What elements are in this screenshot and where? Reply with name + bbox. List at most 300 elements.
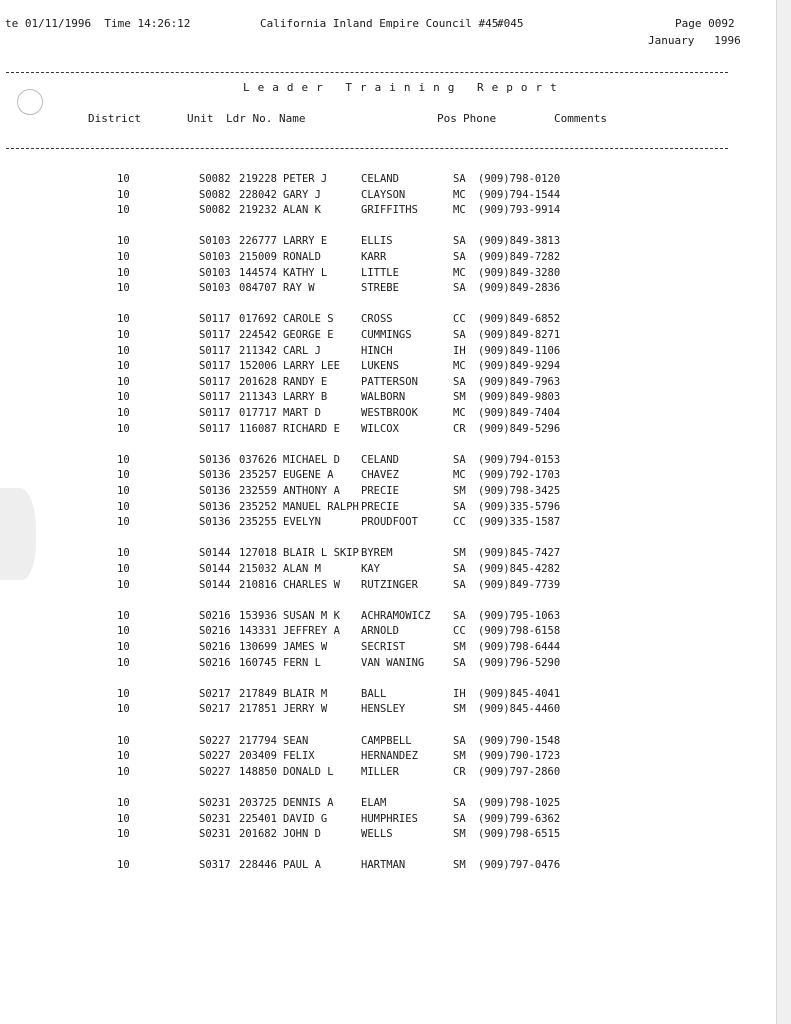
col-pos: Pos bbox=[437, 112, 457, 125]
last-name-cell: WALBORN bbox=[361, 391, 406, 404]
table-row bbox=[0, 235, 760, 251]
phone-cell: (909)335-5796 bbox=[478, 500, 561, 513]
first-name-cell: RICHARD E bbox=[283, 422, 340, 435]
col-district: District bbox=[88, 112, 141, 125]
table-row bbox=[0, 329, 760, 345]
leader-number-cell: 217849 bbox=[239, 687, 277, 700]
table-row bbox=[0, 282, 760, 298]
district-cell: 10 bbox=[117, 750, 130, 763]
first-name-cell: DONALD L bbox=[283, 765, 334, 778]
phone-cell: (909)793-9914 bbox=[478, 204, 561, 217]
last-name-cell: LUKENS bbox=[361, 360, 399, 373]
district-cell: 10 bbox=[117, 313, 130, 326]
unit-cell: S0227 bbox=[199, 765, 231, 778]
unit-cell: S0082 bbox=[199, 188, 231, 201]
table-row bbox=[0, 797, 760, 813]
position-cell: SA bbox=[453, 329, 466, 341]
leader-number-cell: 143331 bbox=[239, 625, 277, 638]
position-cell: SM bbox=[453, 750, 466, 763]
district-cell: 10 bbox=[117, 329, 130, 341]
position-cell: SA bbox=[453, 173, 466, 185]
first-name-cell: ALAN M bbox=[283, 563, 321, 575]
unit-cell: S0117 bbox=[199, 422, 231, 435]
position-cell: SM bbox=[453, 547, 466, 560]
council-number: #045 bbox=[497, 17, 524, 30]
district-cell: 10 bbox=[117, 578, 130, 591]
district-cell: 10 bbox=[117, 407, 130, 419]
table-row bbox=[0, 516, 760, 532]
position-cell: SA bbox=[453, 578, 466, 591]
divider-header bbox=[6, 148, 728, 149]
council-name: California Inland Empire Council #45 bbox=[260, 17, 499, 30]
table-row bbox=[0, 485, 760, 501]
unit-cell: S0231 bbox=[199, 812, 231, 825]
position-cell: SA bbox=[453, 563, 466, 575]
unit-cell: S0231 bbox=[199, 828, 231, 841]
last-name-cell: PROUDFOOT bbox=[361, 516, 418, 529]
position-cell: SA bbox=[453, 734, 466, 747]
phone-cell: (909)798-3425 bbox=[478, 485, 561, 497]
unit-cell: S0103 bbox=[199, 282, 231, 295]
unit-cell: S0117 bbox=[199, 407, 231, 419]
phone-cell: (909)794-1544 bbox=[478, 188, 561, 201]
unit-cell: S0103 bbox=[199, 251, 231, 263]
last-name-cell: ARNOLD bbox=[361, 625, 399, 638]
last-name-cell: CROSS bbox=[361, 313, 393, 326]
leader-number-cell: 210816 bbox=[239, 578, 277, 591]
leader-number-cell: 116087 bbox=[239, 422, 277, 435]
leader-number-cell: 203725 bbox=[239, 797, 277, 809]
district-cell: 10 bbox=[117, 812, 130, 825]
position-cell: SA bbox=[453, 251, 466, 263]
phone-cell: (909)797-2860 bbox=[478, 765, 561, 778]
table-row bbox=[0, 750, 760, 766]
last-name-cell: WELLS bbox=[361, 828, 393, 841]
district-cell: 10 bbox=[117, 204, 130, 217]
leader-number-cell: 017692 bbox=[239, 313, 277, 326]
last-name-cell: PRECIE bbox=[361, 485, 399, 497]
phone-cell: (909)799-6362 bbox=[478, 812, 561, 825]
first-name-cell: DAVID G bbox=[283, 812, 328, 825]
phone-cell: (909)792-1703 bbox=[478, 469, 561, 482]
leader-number-cell: 127018 bbox=[239, 547, 277, 560]
leader-number-cell: 201628 bbox=[239, 375, 277, 388]
first-name-cell: SEAN bbox=[283, 734, 309, 747]
phone-cell: (909)794-0153 bbox=[478, 453, 561, 466]
district-cell: 10 bbox=[117, 625, 130, 638]
phone-cell: (909)797-0476 bbox=[478, 859, 561, 872]
position-cell: CR bbox=[453, 422, 466, 435]
last-name-cell: BYREM bbox=[361, 547, 393, 560]
table-row bbox=[0, 766, 760, 782]
leader-number-cell: 224542 bbox=[239, 329, 277, 341]
phone-cell: (909)849-3813 bbox=[478, 235, 561, 248]
first-name-cell: RONALD bbox=[283, 251, 321, 263]
leader-number-cell: 235257 bbox=[239, 469, 277, 482]
report-period: January 1996 bbox=[648, 34, 741, 47]
first-name-cell: LARRY B bbox=[283, 391, 328, 404]
table-row bbox=[0, 345, 760, 361]
position-cell: SM bbox=[453, 641, 466, 653]
position-cell: SM bbox=[453, 485, 466, 497]
first-name-cell: FERN L bbox=[283, 656, 321, 669]
leader-number-cell: 211343 bbox=[239, 391, 277, 404]
unit-cell: S0117 bbox=[199, 313, 231, 326]
district-cell: 10 bbox=[117, 734, 130, 747]
last-name-cell: SECRIST bbox=[361, 641, 406, 653]
district-cell: 10 bbox=[117, 656, 130, 669]
district-cell: 10 bbox=[117, 282, 130, 295]
first-name-cell: FELIX bbox=[283, 750, 315, 763]
phone-cell: (909)849-9294 bbox=[478, 360, 561, 373]
table-row bbox=[0, 859, 760, 875]
first-name-cell: MART D bbox=[283, 407, 321, 419]
table-row bbox=[0, 625, 760, 641]
last-name-cell: KARR bbox=[361, 251, 387, 263]
unit-cell: S0227 bbox=[199, 734, 231, 747]
last-name-cell: MILLER bbox=[361, 765, 399, 778]
position-cell: CR bbox=[453, 765, 466, 778]
leader-number-cell: 219228 bbox=[239, 173, 277, 185]
col-phone: Phone bbox=[463, 112, 497, 125]
phone-cell: (909)849-3280 bbox=[478, 266, 561, 279]
first-name-cell: CAROLE S bbox=[283, 313, 334, 326]
first-name-cell: LARRY LEE bbox=[283, 360, 340, 373]
district-cell: 10 bbox=[117, 516, 130, 529]
last-name-cell: ELAM bbox=[361, 797, 387, 809]
first-name-cell: JERRY W bbox=[283, 703, 328, 716]
leader-number-cell: 037626 bbox=[239, 453, 277, 466]
leader-number-cell: 144574 bbox=[239, 266, 277, 279]
last-name-cell: CELAND bbox=[361, 173, 399, 185]
phone-cell: (909)795-1063 bbox=[478, 609, 561, 622]
leader-number-cell: 152006 bbox=[239, 360, 277, 373]
table-row bbox=[0, 610, 760, 626]
unit-cell: S0216 bbox=[199, 641, 231, 653]
position-cell: SA bbox=[453, 609, 466, 622]
last-name-cell: CHAVEZ bbox=[361, 469, 399, 482]
first-name-cell: MICHAEL D bbox=[283, 453, 340, 466]
last-name-cell: ELLIS bbox=[361, 235, 393, 248]
position-cell: MC bbox=[453, 188, 466, 201]
leader-number-cell: 130699 bbox=[239, 641, 277, 653]
leader-number-cell: 226777 bbox=[239, 235, 277, 248]
first-name-cell: BLAIR M bbox=[283, 687, 328, 700]
leader-number-cell: 084707 bbox=[239, 282, 277, 295]
district-cell: 10 bbox=[117, 360, 130, 373]
first-name-cell: KATHY L bbox=[283, 266, 328, 279]
district-cell: 10 bbox=[117, 485, 130, 497]
divider-top bbox=[6, 72, 728, 73]
table-row bbox=[0, 813, 760, 829]
first-name-cell: BLAIR L SKIP bbox=[283, 547, 359, 560]
position-cell: CC bbox=[453, 516, 466, 529]
last-name-cell: KAY bbox=[361, 563, 380, 575]
district-cell: 10 bbox=[117, 453, 130, 466]
page-edge-shadow bbox=[776, 0, 791, 1024]
table-row bbox=[0, 735, 760, 751]
phone-cell: (909)849-7739 bbox=[478, 578, 561, 591]
leader-number-cell: 232559 bbox=[239, 485, 277, 497]
phone-cell: (909)790-1723 bbox=[478, 750, 561, 763]
phone-cell: (909)845-7427 bbox=[478, 547, 561, 560]
first-name-cell: CARL J bbox=[283, 344, 321, 357]
first-name-cell: JEFFREY A bbox=[283, 625, 340, 638]
phone-cell: (909)790-1548 bbox=[478, 734, 561, 747]
leader-number-cell: 228446 bbox=[239, 859, 277, 872]
position-cell: SA bbox=[453, 656, 466, 669]
last-name-cell: LITTLE bbox=[361, 266, 399, 279]
phone-cell: (909)798-6444 bbox=[478, 641, 561, 653]
position-cell: CC bbox=[453, 625, 466, 638]
position-cell: IH bbox=[453, 344, 466, 357]
position-cell: SA bbox=[453, 282, 466, 295]
leader-number-cell: 017717 bbox=[239, 407, 277, 419]
phone-cell: (909)849-5296 bbox=[478, 422, 561, 435]
table-row bbox=[0, 547, 760, 563]
district-cell: 10 bbox=[117, 344, 130, 357]
table-row bbox=[0, 454, 760, 470]
leader-number-cell: 219232 bbox=[239, 204, 277, 217]
report-date-time: te 01/11/1996 Time 14:26:12 bbox=[5, 17, 191, 30]
leader-number-cell: 148850 bbox=[239, 765, 277, 778]
leader-number-cell: 215009 bbox=[239, 251, 277, 263]
last-name-cell: CUMMINGS bbox=[361, 329, 412, 341]
unit-cell: S0103 bbox=[199, 235, 231, 248]
phone-cell: (909)798-0120 bbox=[478, 173, 561, 185]
col-unit: Unit bbox=[187, 112, 214, 125]
position-cell: SA bbox=[453, 797, 466, 809]
last-name-cell: BALL bbox=[361, 687, 387, 700]
position-cell: SA bbox=[453, 375, 466, 388]
unit-cell: S0117 bbox=[199, 375, 231, 388]
unit-cell: S0082 bbox=[199, 173, 231, 185]
position-cell: SA bbox=[453, 500, 466, 513]
punch-hole bbox=[17, 89, 43, 115]
district-cell: 10 bbox=[117, 641, 130, 653]
unit-cell: S0117 bbox=[199, 360, 231, 373]
unit-cell: S0216 bbox=[199, 609, 231, 622]
phone-cell: (909)849-2836 bbox=[478, 282, 561, 295]
position-cell: SM bbox=[453, 703, 466, 716]
district-cell: 10 bbox=[117, 188, 130, 201]
table-row bbox=[0, 360, 760, 376]
phone-cell: (909)849-9803 bbox=[478, 391, 561, 404]
unit-cell: S0217 bbox=[199, 703, 231, 716]
leader-number-cell: 217851 bbox=[239, 703, 277, 716]
position-cell: SA bbox=[453, 812, 466, 825]
district-cell: 10 bbox=[117, 500, 130, 513]
unit-cell: S0136 bbox=[199, 469, 231, 482]
phone-cell: (909)849-1106 bbox=[478, 344, 561, 357]
district-cell: 10 bbox=[117, 375, 130, 388]
table-row bbox=[0, 828, 760, 844]
last-name-cell: ACHRAMOWICZ bbox=[361, 609, 431, 622]
first-name-cell: JAMES W bbox=[283, 641, 328, 653]
table-row bbox=[0, 579, 760, 595]
first-name-cell: GEORGE E bbox=[283, 329, 334, 341]
unit-cell: S0103 bbox=[199, 266, 231, 279]
leader-number-cell: 215032 bbox=[239, 563, 277, 575]
phone-cell: (909)798-6158 bbox=[478, 625, 561, 638]
unit-cell: S0136 bbox=[199, 453, 231, 466]
last-name-cell: WESTBROOK bbox=[361, 407, 418, 419]
last-name-cell: HINCH bbox=[361, 344, 393, 357]
leader-number-cell: 201682 bbox=[239, 828, 277, 841]
unit-cell: S0317 bbox=[199, 859, 231, 872]
phone-cell: (909)335-1587 bbox=[478, 516, 561, 529]
last-name-cell: RUTZINGER bbox=[361, 578, 418, 591]
first-name-cell: CHARLES W bbox=[283, 578, 340, 591]
unit-cell: S0082 bbox=[199, 204, 231, 217]
leader-number-cell: 153936 bbox=[239, 609, 277, 622]
first-name-cell: EVELYN bbox=[283, 516, 321, 529]
first-name-cell: RAY W bbox=[283, 282, 315, 295]
last-name-cell: HENSLEY bbox=[361, 703, 406, 716]
district-cell: 10 bbox=[117, 703, 130, 716]
first-name-cell: LARRY E bbox=[283, 235, 328, 248]
first-name-cell: EUGENE A bbox=[283, 469, 334, 482]
unit-cell: S0216 bbox=[199, 656, 231, 669]
leader-number-cell: 225401 bbox=[239, 812, 277, 825]
district-cell: 10 bbox=[117, 609, 130, 622]
district-cell: 10 bbox=[117, 235, 130, 248]
table-row bbox=[0, 376, 760, 392]
phone-cell: (909)798-1025 bbox=[478, 797, 561, 809]
table-row bbox=[0, 469, 760, 485]
unit-cell: S0117 bbox=[199, 391, 231, 404]
first-name-cell: GARY J bbox=[283, 188, 321, 201]
district-cell: 10 bbox=[117, 391, 130, 404]
first-name-cell: PAUL A bbox=[283, 859, 321, 872]
last-name-cell: CLAYSON bbox=[361, 188, 406, 201]
phone-cell: (909)845-4282 bbox=[478, 563, 561, 575]
district-cell: 10 bbox=[117, 687, 130, 700]
last-name-cell: PRECIE bbox=[361, 500, 399, 513]
phone-cell: (909)849-7404 bbox=[478, 407, 561, 419]
phone-cell: (909)849-6852 bbox=[478, 313, 561, 326]
district-cell: 10 bbox=[117, 797, 130, 809]
phone-cell: (909)845-4460 bbox=[478, 703, 561, 716]
col-comments: Comments bbox=[554, 112, 607, 125]
table-row bbox=[0, 204, 760, 220]
unit-cell: S0144 bbox=[199, 563, 231, 575]
table-row bbox=[0, 563, 760, 579]
table-row bbox=[0, 641, 760, 657]
unit-cell: S0136 bbox=[199, 500, 231, 513]
table-row bbox=[0, 501, 760, 517]
district-cell: 10 bbox=[117, 469, 130, 482]
table-row bbox=[0, 173, 760, 189]
leader-number-cell: 235252 bbox=[239, 500, 277, 513]
first-name-cell: ANTHONY A bbox=[283, 485, 340, 497]
leader-number-cell: 235255 bbox=[239, 516, 277, 529]
position-cell: MC bbox=[453, 469, 466, 482]
unit-cell: S0216 bbox=[199, 625, 231, 638]
table-row bbox=[0, 267, 760, 283]
first-name-cell: RANDY E bbox=[283, 375, 328, 388]
leader-number-cell: 228042 bbox=[239, 188, 277, 201]
unit-cell: S0217 bbox=[199, 687, 231, 700]
table-row bbox=[0, 688, 760, 704]
table-row bbox=[0, 391, 760, 407]
table-row bbox=[0, 703, 760, 719]
report-title: Leader Training Report bbox=[243, 81, 565, 94]
position-cell: SA bbox=[453, 235, 466, 248]
position-cell: SM bbox=[453, 859, 466, 872]
last-name-cell: WILCOX bbox=[361, 422, 399, 435]
first-name-cell: DENNIS A bbox=[283, 797, 334, 809]
leader-number-cell: 211342 bbox=[239, 344, 277, 357]
page-number: Page 0092 bbox=[675, 17, 735, 30]
last-name-cell: PATTERSON bbox=[361, 375, 418, 388]
district-cell: 10 bbox=[117, 547, 130, 560]
district-cell: 10 bbox=[117, 828, 130, 841]
leader-number-cell: 217794 bbox=[239, 734, 277, 747]
table-row bbox=[0, 313, 760, 329]
position-cell: IH bbox=[453, 687, 466, 700]
phone-cell: (909)845-4041 bbox=[478, 687, 561, 700]
position-cell: SA bbox=[453, 453, 466, 466]
first-name-cell: MANUEL RALPH bbox=[283, 500, 359, 513]
last-name-cell: HERNANDEZ bbox=[361, 750, 418, 763]
phone-cell: (909)849-7963 bbox=[478, 375, 561, 388]
leader-number-cell: 203409 bbox=[239, 750, 277, 763]
table-row bbox=[0, 189, 760, 205]
position-cell: MC bbox=[453, 204, 466, 217]
first-name-cell: ALAN K bbox=[283, 204, 321, 217]
leader-number-cell: 160745 bbox=[239, 656, 277, 669]
phone-cell: (909)798-6515 bbox=[478, 828, 561, 841]
table-row bbox=[0, 423, 760, 439]
last-name-cell: STREBE bbox=[361, 282, 399, 295]
district-cell: 10 bbox=[117, 173, 130, 185]
last-name-cell: CAMPBELL bbox=[361, 734, 412, 747]
col-ldr-name: Ldr No. Name bbox=[226, 112, 306, 125]
unit-cell: S0117 bbox=[199, 344, 231, 357]
unit-cell: S0144 bbox=[199, 547, 231, 560]
position-cell: MC bbox=[453, 360, 466, 373]
first-name-cell: PETER J bbox=[283, 173, 328, 185]
district-cell: 10 bbox=[117, 859, 130, 872]
district-cell: 10 bbox=[117, 563, 130, 575]
table-row bbox=[0, 657, 760, 673]
last-name-cell: GRIFFITHS bbox=[361, 204, 418, 217]
position-cell: CC bbox=[453, 313, 466, 326]
position-cell: MC bbox=[453, 407, 466, 419]
unit-cell: S0136 bbox=[199, 516, 231, 529]
last-name-cell: VAN WANING bbox=[361, 656, 425, 669]
last-name-cell: HUMPHRIES bbox=[361, 812, 418, 825]
phone-cell: (909)849-8271 bbox=[478, 329, 561, 341]
district-cell: 10 bbox=[117, 251, 130, 263]
position-cell: SM bbox=[453, 828, 466, 841]
position-cell: SM bbox=[453, 391, 466, 404]
district-cell: 10 bbox=[117, 266, 130, 279]
unit-cell: S0227 bbox=[199, 750, 231, 763]
phone-cell: (909)796-5290 bbox=[478, 656, 561, 669]
unit-cell: S0136 bbox=[199, 485, 231, 497]
phone-cell: (909)849-7282 bbox=[478, 251, 561, 263]
unit-cell: S0144 bbox=[199, 578, 231, 591]
position-cell: MC bbox=[453, 266, 466, 279]
last-name-cell: CELAND bbox=[361, 453, 399, 466]
unit-cell: S0231 bbox=[199, 797, 231, 809]
unit-cell: S0117 bbox=[199, 329, 231, 341]
table-row bbox=[0, 407, 760, 423]
district-cell: 10 bbox=[117, 765, 130, 778]
first-name-cell: SUSAN M K bbox=[283, 609, 340, 622]
